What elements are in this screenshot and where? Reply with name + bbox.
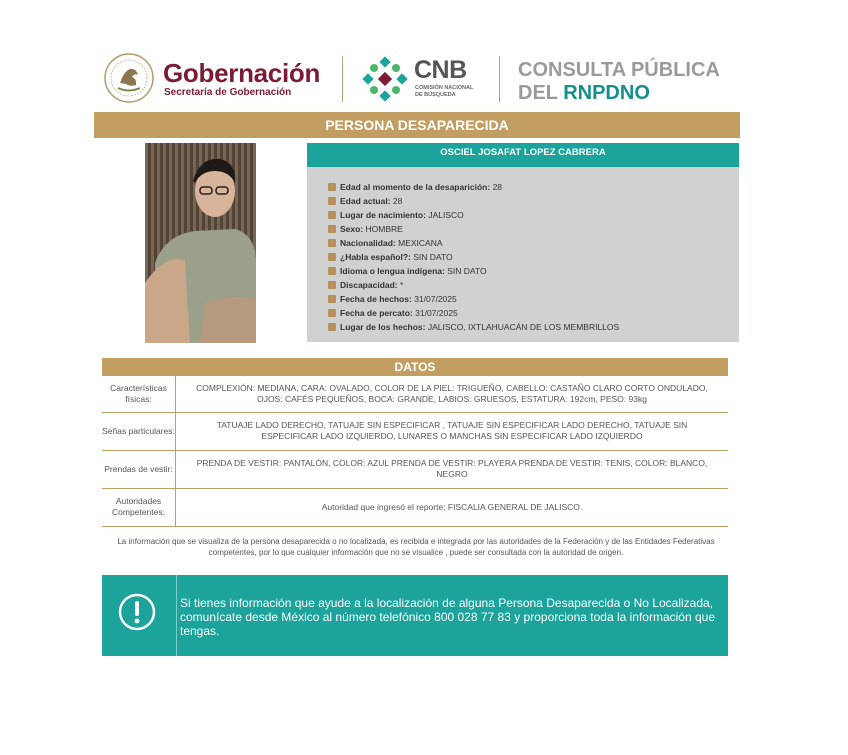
bullet-icon [328,295,336,303]
field-row [328,250,453,264]
person-info-panel [307,167,739,342]
bullet-icon [328,225,336,233]
cnb-subtitle-line2: DE BÚSQUEDA [415,92,456,98]
datos-row [102,450,728,489]
datos-value: TATUAJE LADO DERECHO, TATUAJE SIN ESPECIFICAR , TATUAJE SIN ESPECIFICAR LADO DERECHO, TATUAJE SIN ESPECIFICAR LADO IZQUIERDO, LUNARES O MANCHAS SIN ESPECIFICAR LADO IZQUIERDO [216,420,688,441]
bullet-icon [328,323,336,331]
field-label: Nacionalidad: [340,238,396,248]
field-value: MEXICANA [398,238,443,248]
datos-label: Prendas de vestir: [102,450,176,488]
field-value: * [400,280,404,290]
cnb-title: CNB [414,56,467,84]
field-row [328,180,502,194]
header-divider [499,56,500,102]
field-value: 28 [392,196,403,206]
datos-label: Autoridades Competentes: [102,488,176,526]
persona-desaparecida-banner: PERSONA DESAPARECIDA [94,112,740,138]
field-row [328,264,487,278]
field-row [328,278,403,292]
bullet-icon [328,239,336,247]
field-label: Fecha de percato: [340,308,413,318]
field-label: Sexo: [340,224,364,234]
cnb-subtitle-line1: COMISIÓN NACIONAL [415,85,474,91]
consulta-title-line1: CONSULTA PÚBLICA [518,59,720,81]
field-row [328,194,402,208]
gobernacion-title: Gobernación [163,58,321,88]
rnpdno-highlight: RNPDNO [563,82,650,104]
field-value: JALISCO [428,210,464,220]
field-row [328,236,443,250]
field-label: Edad actual: [340,196,391,206]
field-label: Lugar de los hechos: [340,322,426,332]
alert-divider [176,575,177,656]
field-label: ¿Habla español?: [340,252,411,262]
bullet-icon [328,281,336,289]
field-row [328,320,619,334]
field-value: HOMBRE [365,224,403,234]
bullet-icon [328,253,336,261]
field-value: 31/07/2025 [415,308,458,318]
field-value: JALISCO, IXTLAHUACÁN DE LOS MEMBRILLOS [427,322,620,332]
field-label: Edad al momento de la desaparición: [340,182,491,192]
alert-message: Si tienes información que ayude a la localización de alguna Persona Desaparecida o No Localizada, comunícate desde México al número telefónico 800 028 77 83 y proporciona toda la información que tengas. [180,596,716,638]
datos-header: DATOS [102,358,728,376]
cnb-logo-icon [362,56,408,102]
bullet-icon [328,211,336,219]
bullet-icon [328,183,336,191]
datos-row [102,488,728,527]
field-label: Idioma o lengua indígena: [340,266,445,276]
datos-value: COMPLEXIÓN: MEDIANA, CARA: OVALADO, COLOR DE LA PIEL: TRIGUEÑO, CABELLO: CASTAÑO CLARO CORTO ONDULADO, OJOS: CAFÉS PEQUEÑOS, BOCA: GRANDE, LABIOS: GRUESOS, ESTATURA: 192cm, PESO: 93kg [196,383,708,404]
header-divider [342,56,343,102]
bullet-icon [328,309,336,317]
field-label: Fecha de hechos: [340,294,412,304]
field-value: 28 [492,182,503,192]
mexico-seal-icon [104,53,154,103]
field-row [328,222,403,236]
datos-row [102,412,728,451]
datos-value: Autoridad que ingresó el reporte: FISCALIA GENERAL DE JALISCO. [321,501,583,512]
field-value: SIN DATO [447,266,487,276]
consulta-title-line2 [518,82,650,104]
datos-value: PRENDA DE VESTIR: PANTALÓN, COLOR: AZUL PRENDA DE VESTIR: PLAYERA PRENDA DE VESTIR: TENIS, COLOR: BLANCO, NEGRO [196,458,708,479]
field-label: Lugar de nacimiento: [340,210,426,220]
datos-row [102,376,728,413]
field-label: Discapacidad: [340,280,398,290]
field-value: SIN DATO [413,252,453,262]
person-photo [145,143,256,343]
disclaimer-text: La información que se visualiza de la persona desaparecida o no localizada, es recibida e integrada por las autoridades de la Federación y de las Entidades Federativas competentes, por lo que cualquier información que no se visualice , puede ser consultada con la autoridad de origen. [117,537,715,557]
consulta-prefix: DEL [518,82,564,104]
datos-label: Características físicas: [102,376,176,412]
gobernacion-subtitle: Secretaría de Gobernación [164,87,292,98]
bullet-icon [328,267,336,275]
field-row [328,208,464,222]
field-value: 31/07/2025 [414,294,457,304]
exclamation-circle-icon [118,593,156,631]
field-row [328,306,458,320]
bullet-icon [328,197,336,205]
field-row [328,292,457,306]
datos-label: Señas particulares: [102,412,176,450]
person-name: OSCIEL JOSAFAT LOPEZ CABRERA [307,143,739,167]
